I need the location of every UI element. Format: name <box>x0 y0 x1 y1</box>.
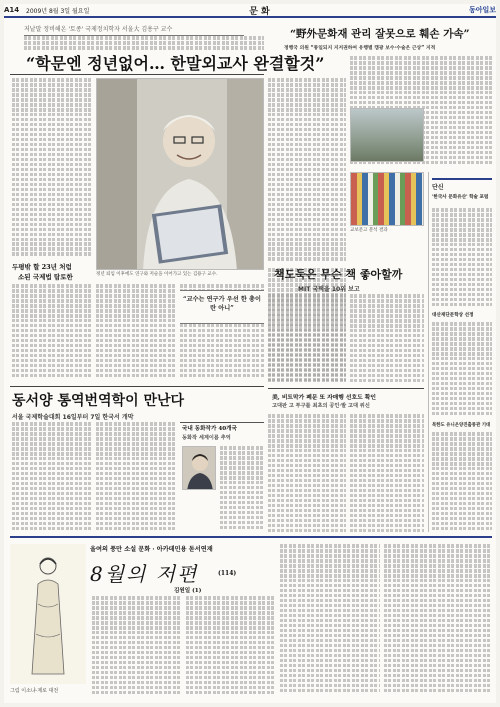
serial-text-col-3 <box>280 544 380 696</box>
section-title: 문화 <box>249 6 273 17</box>
sidebar-item-3-title: 북한도 유니온양진출통관 기대 <box>432 423 491 428</box>
small-portrait-illustration <box>183 447 216 490</box>
eastwest-body-col-2 <box>96 422 176 530</box>
main-subhead-1: 두평밖 할 23년 처럼 <box>12 263 72 271</box>
publisher-logo: 동아일보 <box>468 6 496 14</box>
portrait-illustration <box>97 79 264 270</box>
side-photo <box>350 108 424 162</box>
eastwest-headline: 동서양 통역번역학이 만난다 <box>12 393 185 409</box>
small-article-body <box>220 446 264 532</box>
sidebar-item-1-title: '한국사 문화유산' 학술 포럼 <box>432 195 489 200</box>
serial-text-col-1 <box>92 596 182 696</box>
small-article-headline: 국내 동화작가 40개국 <box>182 426 237 432</box>
small-article-subhead: 동화작 세계이름 추억 <box>182 435 231 441</box>
serial-episode: (114) <box>218 570 237 577</box>
books-subhead: MIT 국택을 10위 보고 <box>298 286 360 293</box>
books-headline: 책도둑은 무슨 책 좋아할까 <box>274 268 403 281</box>
main-body-col-2 <box>12 284 92 382</box>
serial-author: 김원일 (1) <box>174 588 202 594</box>
serial-illustration <box>10 544 86 684</box>
culture-body-col-2 <box>350 414 424 532</box>
serial-top-rule <box>10 536 492 538</box>
small-article-photo <box>182 446 216 490</box>
eastwest-rule <box>10 386 264 387</box>
serial-illustrator: 그림 이소냐·제로 대전 <box>10 688 59 694</box>
main-body-col-1 <box>12 78 92 258</box>
culture-rule <box>268 388 424 389</box>
middle-body-top <box>268 78 346 264</box>
culture-headline: 美, 비트막가 폐문 또 자매행 선호도 확인 <box>272 395 376 401</box>
eastwest-body-col-1 <box>12 422 92 530</box>
issue-date: 2009년 8월 3일 월요일 <box>26 7 90 15</box>
main-kicker: 저낱말 정비해온 '토종' 국제정치학자 서울大 김용구 교수 <box>24 24 244 36</box>
books-body-col-2 <box>350 294 424 384</box>
serial-text-col-4 <box>384 544 492 696</box>
main-portrait-photo <box>96 78 264 270</box>
sidebar-item-2-body <box>432 322 492 418</box>
main-photo-caption: 정년 퇴임 이후에도 연구와 저술을 이어가고 있는 김용구 교수. <box>96 272 218 277</box>
books-photo-caption: 교보문고 분석 결과 <box>350 228 388 233</box>
page-number: A14 <box>4 6 20 14</box>
main-headline: “학문엔 정년없어… 한말외교사 완결할것” <box>26 54 325 73</box>
sidebar-divider <box>428 172 429 532</box>
page-header <box>4 4 496 18</box>
main-headline-rule <box>10 74 264 75</box>
main-subhead-2: 소된 국제법 탐토한 <box>18 273 73 281</box>
sidebar-item-3-body <box>432 432 492 532</box>
books-body-col-1 <box>268 294 346 384</box>
pullquote-text: “교수는 연구가 우선 한 총이란 아니” <box>183 296 261 313</box>
side-subhead: 정행국 의원 “통일되지 지저권하여 유행별 캠광 보수·수술은 근상” 지적 <box>284 46 436 51</box>
sidebar-label-box <box>432 178 492 190</box>
sidebar-item-1-body <box>432 208 492 308</box>
culture-body-col-1 <box>268 414 346 532</box>
serial-text-col-2 <box>186 596 276 696</box>
serial-title: 8월의 저편 <box>90 562 199 586</box>
sidebar-item-2-title: 대산재단문학상 선정 <box>432 313 474 318</box>
newspaper-page <box>4 4 496 703</box>
main-intro-text <box>24 36 264 50</box>
serial-intro: 올여의 풍만 소설 문화 · 아카데민용 돋서연재 <box>90 546 213 553</box>
serial-figure-illustration <box>10 544 86 684</box>
pullquote-box <box>180 290 264 324</box>
culture-subhead: 고대판 고 투구를 최초의 공인·발 고대 위신 <box>272 403 370 409</box>
main-body-col-3 <box>96 284 176 382</box>
books-photo <box>350 172 424 226</box>
eastwest-subhead: 서울 국제학술대회 16일부터 7일 한국서 개막 <box>12 414 134 421</box>
sidebar-label: 단신 <box>432 184 444 191</box>
side-headline: “野外문화재 관리 잘못으로 훼손 가속” <box>290 28 470 40</box>
